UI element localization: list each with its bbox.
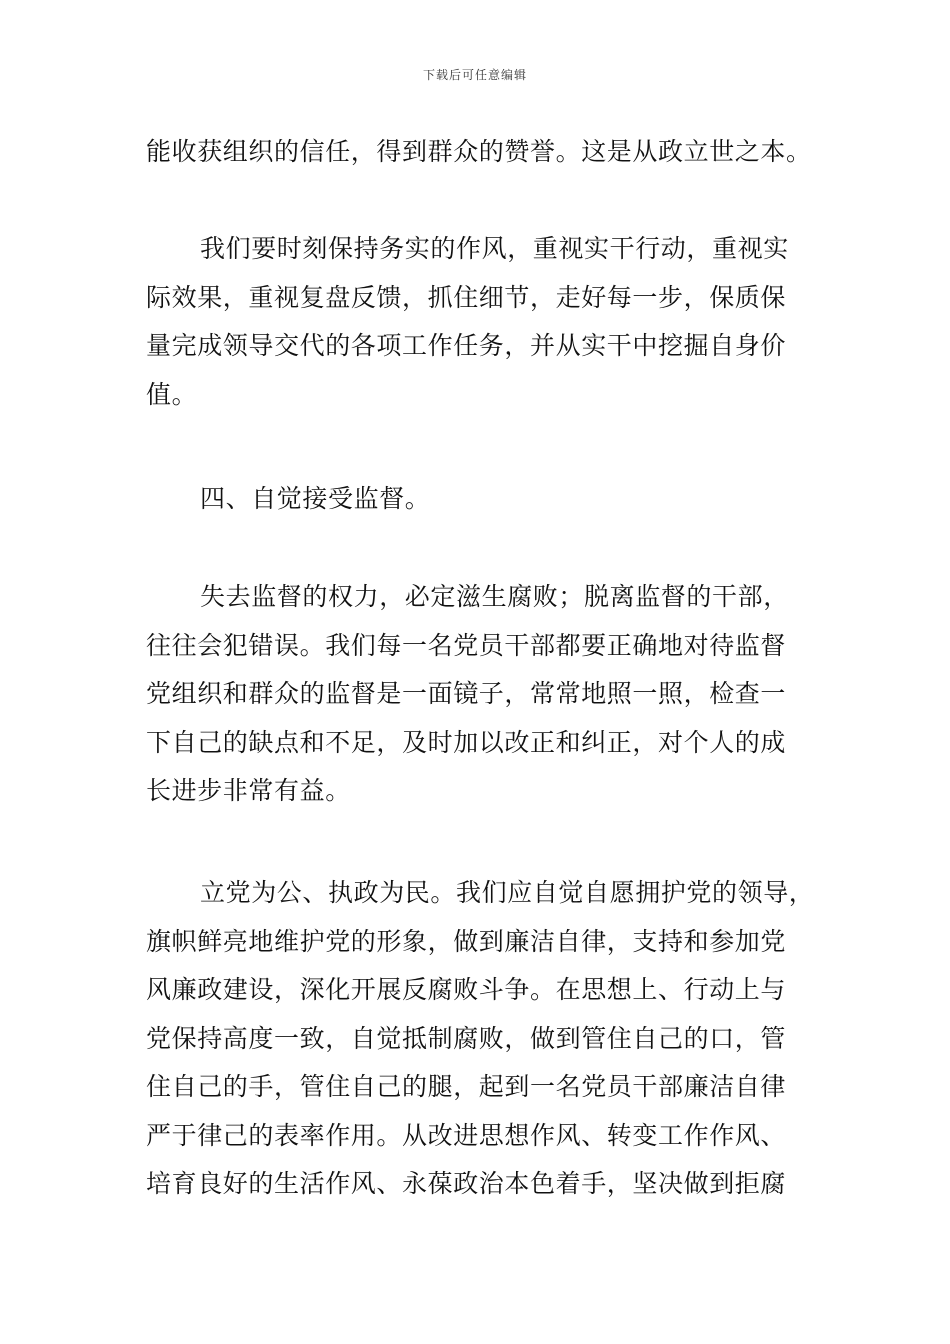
paragraph-line: 际效果，重视复盘反馈，抓住细节，走好每一步，保质保 (146, 282, 787, 312)
paragraph-line: 量完成领导交代的各项工作任务，并从实干中挖掘自身价 (146, 331, 787, 360)
paragraph-1 (146, 128, 826, 177)
paragraph-line: 住自己的手，管住自己的腿，起到一名党员干部廉洁自律 (146, 1072, 787, 1101)
paragraph-2 (146, 225, 826, 419)
paragraph-line: 往往会犯错误。我们每一名党员干部都要正确地对待监督 (146, 630, 787, 660)
paragraph-line: 党保持高度一致，自觉抵制腐败，做到管住自己的口，管 (146, 1023, 787, 1053)
section-heading (146, 475, 826, 524)
page-header: 下载后可任意编辑 (422, 68, 527, 82)
paragraph-line: 我们要时刻保持务实的作风，重视实干行动，重视实 (200, 234, 789, 263)
paragraph-line: 能收获组织的信任，得到群众的赞誉。这是从政立世之本。 (146, 137, 812, 166)
paragraph-line: 严于律己的表率作用。从改进思想作风、转变工作作风、 (146, 1120, 787, 1150)
paragraph-line: 风廉政建设，深化开展反腐败斗争。在思想上、行动上与 (146, 975, 787, 1004)
paragraph-line: 培育良好的生活作风、永葆政治本色着手，坚决做到拒腐 (146, 1169, 787, 1198)
paragraph-line: 党组织和群众的监督是一面镜子，常常地照一照，检查一 (146, 679, 787, 708)
paragraph-3 (146, 573, 826, 816)
paragraph-line: 值。 (146, 379, 198, 409)
paragraph-line: 下自己的缺点和不足，及时加以改正和纠正，对个人的成 (146, 727, 787, 757)
paragraph-line: 立党为公、执政为民。我们应自觉自愿拥护党的领导， (200, 878, 815, 907)
paragraph-line: 四、自觉接受监督。 (200, 484, 431, 513)
paragraph-4 (146, 869, 826, 1209)
paragraph-line: 失去监督的权力，必定滋生腐败；脱离监督的干部， (200, 582, 789, 611)
paragraph-line: 旗帜鲜亮地维护党的形象，做到廉洁自律，支持和参加党 (146, 926, 787, 956)
paragraph-line: 长进步非常有益。 (146, 776, 351, 805)
